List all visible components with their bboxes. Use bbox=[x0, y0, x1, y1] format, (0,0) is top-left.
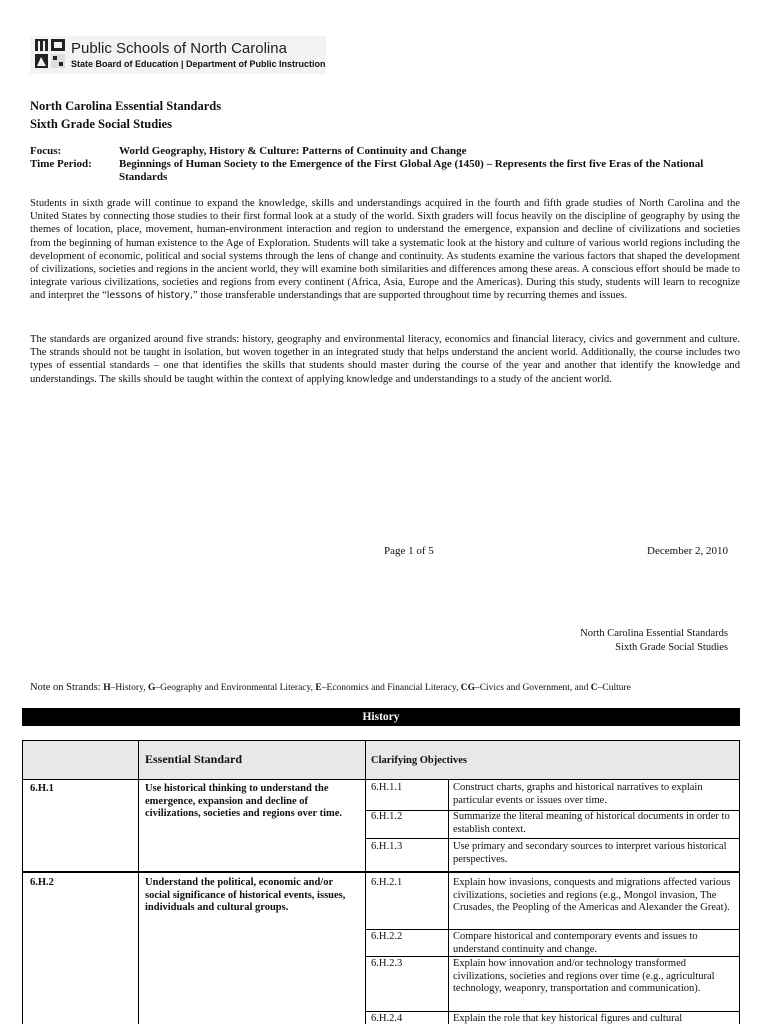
strands-note-label: Note on Strands: bbox=[30, 682, 104, 693]
strand-code: CG bbox=[460, 683, 475, 693]
standard-text: Understand the political, economic and/or social significance of historical events, issues, individuals and cultural groups. bbox=[145, 877, 346, 913]
clarifying-objectives-header: Clarifying Objectives bbox=[371, 755, 467, 766]
focus-label: Focus: bbox=[30, 145, 62, 157]
running-header-subtitle: Sixth Grade Social Studies bbox=[615, 642, 728, 653]
standard-code: 6.H.2 bbox=[30, 877, 54, 888]
objective-code: 6.H.2.2 bbox=[371, 931, 403, 942]
essential-standard-header: Essential Standard bbox=[145, 752, 243, 766]
strand-code: H bbox=[103, 683, 111, 693]
page-number: Page 1 of 5 bbox=[384, 545, 434, 557]
strand-name: –Economics and Financial Literacy, bbox=[321, 683, 461, 693]
objective-text: Explain how invasions, conquests and migrations affected various civilizations, societies and regions (e.g., Mongol invasion, The Crusades, the Peopling of the Americas and Alexander the Great). bbox=[453, 877, 731, 913]
table-border bbox=[22, 740, 740, 741]
table-border bbox=[739, 740, 740, 1024]
strands-note bbox=[30, 682, 631, 693]
objective-text: Construct charts, graphs and historical narratives to explain particular events or issues over time. bbox=[453, 782, 703, 806]
footer-date: December 2, 2010 bbox=[647, 545, 728, 557]
table-border bbox=[22, 779, 740, 780]
table-border bbox=[22, 740, 23, 1024]
time-period-value: Beginnings of Human Society to the Emergence of the First Global Age (1450) – Represents the first five Eras of the National Standards bbox=[119, 158, 704, 183]
table-border bbox=[365, 740, 366, 1024]
strand-name: –Geography and Environmental Literacy, bbox=[155, 683, 316, 693]
strand-code: G bbox=[147, 683, 156, 693]
table-border bbox=[365, 929, 740, 930]
lessons-of-history-text: lessons of history, bbox=[106, 290, 193, 302]
running-header-title: North Carolina Essential Standards bbox=[580, 628, 728, 639]
document-title: North Carolina Essential Standards bbox=[30, 99, 222, 113]
table-border bbox=[448, 779, 449, 1024]
strands-paragraph: The standards are organized around five strands: history, geography and environmental literacy, economics and financial literacy, civics and government and culture. The strands should not be taught in isolation, but woven together in an integrated study that helps understand the ancient world. Additionally, the course includes two types of essential standards – one that identifies the skills that students should master during the course of the year and another that identify the knowledge and understandings. The skills should be taught within the context of applying knowledge and understandings to a study of the ancient world. bbox=[30, 334, 740, 385]
table-border bbox=[138, 740, 139, 1024]
strand-name: –Civics and Government, and bbox=[474, 683, 591, 693]
dpi-logo bbox=[30, 36, 326, 74]
objective-text: Explain the role that key historical figures and cultural bbox=[453, 1013, 683, 1024]
section-title-bar: History bbox=[22, 708, 740, 726]
strand-code: E bbox=[315, 683, 322, 693]
objective-code: 6.H.1.2 bbox=[371, 811, 403, 822]
logo-title: Public Schools of North Carolina bbox=[71, 40, 287, 57]
focus-value: World Geography, History & Culture: Patterns of Continuity and Change bbox=[119, 145, 467, 157]
objective-code: 6.H.2.3 bbox=[371, 958, 403, 969]
table-border bbox=[22, 871, 740, 873]
time-period-label: Time Period: bbox=[30, 158, 92, 170]
objective-code: 6.H.2.1 bbox=[371, 877, 403, 888]
objective-code: 6.H.1.1 bbox=[371, 782, 403, 793]
standard-code: 6.H.1 bbox=[30, 783, 54, 794]
logo-subtitle: State Board of Education | Department of Public Instruction bbox=[71, 59, 326, 69]
document-subtitle: Sixth Grade Social Studies bbox=[30, 117, 173, 131]
standard-text: Use historical thinking to understand the emergence, expansion and decline of civilizations, societies and regions over time. bbox=[145, 783, 343, 819]
table-border bbox=[365, 1011, 740, 1012]
objective-text: Explain how innovation and/or technology transformed civilizations, societies and regions over time (e.g., agricultural technology, weaponry, transportation and communication). bbox=[453, 958, 715, 994]
strand-name: –History, bbox=[110, 683, 148, 693]
intro-paragraph bbox=[30, 197, 740, 303]
objective-code: 6.H.1.3 bbox=[371, 841, 403, 852]
table-border bbox=[365, 956, 740, 957]
objective-code: 6.H.2.4 bbox=[371, 1013, 403, 1024]
strand-code: C bbox=[590, 683, 598, 693]
intro-text-a: Students in sixth grade will continue to expand the knowledge, skills and understandings acquired in the fourth and fifth grade studies of North Carolina and the United States by connecting those studies to their first formal look at a study of the world. Sixth graders will focus heavily on the discipline of geography by using the themes of location, place, movement, human-environment interaction and region to understand the emergence, expansion and decline of civilizations and societies from the beginning of human existence to the Age of Exploration. Students will take a systematic look at the history and culture of various world regions including the development of economic, political and social systems through the lens of change and continuity. As students examine the various factors that shaped the development of civilizations, societies and regions in the ancient world, they will examine both similarities and differences among these areas. A conscious effort should be made to integrate various civilizations, societies and regions from every continent (Africa, Asia, Europe and the Americas). During this study, students will learn to recognize and interpret the “ bbox=[30, 198, 740, 302]
objective-text: Use primary and secondary sources to interpret various historical perspectives. bbox=[453, 841, 727, 865]
strand-name: –Culture bbox=[597, 683, 631, 693]
table-border bbox=[365, 838, 740, 839]
nc-dpi-emblem-icon bbox=[34, 38, 66, 70]
objective-text: Compare historical and contemporary events and issues to understand continuity and change. bbox=[453, 931, 698, 955]
intro-text-b: ” those transferable understandings that are supported throughout time by recurring themes and issues. bbox=[192, 290, 628, 302]
objective-text: Summarize the literal meaning of historical documents in order to establish context. bbox=[453, 811, 730, 835]
